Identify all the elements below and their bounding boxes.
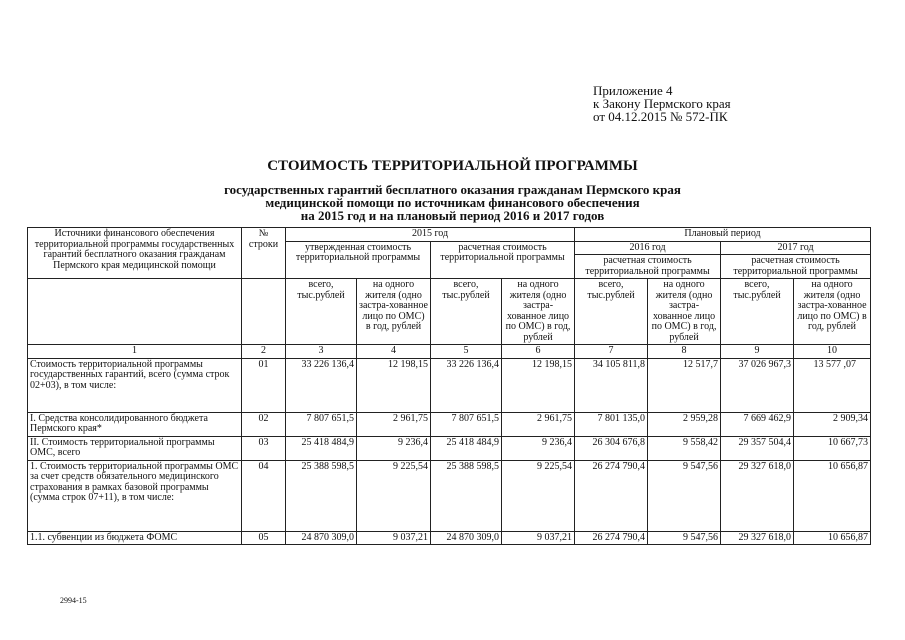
cell-value: 9 558,42 [648, 436, 721, 460]
header-year-2015: 2015 год [286, 228, 575, 242]
appendix-note [593, 84, 833, 123]
cell-value: 2 961,75 [502, 412, 575, 436]
cell-value: 26 274 790,4 [575, 460, 648, 531]
cell-value: 34 105 811,8 [575, 358, 648, 412]
col-number-2: 2 [242, 345, 286, 359]
cell-value: 24 870 309,0 [431, 531, 502, 545]
cell-value: 10 656,87 [794, 531, 871, 545]
cell-value: 9 037,21 [357, 531, 431, 545]
cell-value: 33 226 136,4 [431, 358, 502, 412]
cell-value: 29 327 618,0 [721, 460, 794, 531]
cost-table [27, 227, 871, 545]
cell-value: 24 870 309,0 [286, 531, 357, 545]
subtitle-line-3: на 2015 год и на плановый период 2016 и 2017 годов [300, 208, 605, 223]
table-row [28, 531, 871, 545]
row-number: 03 [242, 436, 286, 460]
table-row [28, 412, 871, 436]
cell-value: 29 327 618,0 [721, 531, 794, 545]
row-label: Стоимость территориальной программы государственных гарантий, всего (сумма строк 02+03), в том числе: [28, 358, 242, 412]
cell-value: 29 357 504,4 [721, 436, 794, 460]
header-total-3: всего, тыс.рублей [575, 279, 648, 345]
cell-value: 9 547,56 [648, 460, 721, 531]
row-label: 1. Стоимость территориальной программы ОМС за счет средств обязательного медицинского страхования в рамках базовой программы (сумма строк 07+11), в том числе: [28, 460, 242, 531]
col-number-4: 4 [357, 345, 431, 359]
cell-value: 9 236,4 [357, 436, 431, 460]
cell-value: 25 388 598,5 [286, 460, 357, 531]
cell-value: 7 669 462,9 [721, 412, 794, 436]
cell-value: 26 304 676,8 [575, 436, 648, 460]
cell-value: 12 517,7 [648, 358, 721, 412]
col-number-1: 1 [28, 345, 242, 359]
row-number: 01 [242, 358, 286, 412]
row-number: 05 [242, 531, 286, 545]
header-per-capita-1: на одного жителя (одно застра-хованное лицо по ОМС) в год, рублей [357, 279, 431, 345]
document-code: 2994-15 [60, 596, 87, 605]
row-label: 1.1. субвенции из бюджета ФОМС [28, 531, 242, 545]
col-number-6: 6 [502, 345, 575, 359]
header-empty-number [242, 279, 286, 345]
document-title: СТОИМОСТЬ ТЕРРИТОРИАЛЬНОЙ ПРОГРАММЫ [267, 158, 638, 174]
col-number-3: 3 [286, 345, 357, 359]
subtitle-line-2: медицинской помощи по источникам финансового обеспечения [265, 195, 640, 210]
header-per-capita-4: на одного жителя (одно застра-хованное лицо по ОМС) в год, рублей [794, 279, 871, 345]
appendix-line-3: от 04.12.2015 № 572-ПК [593, 109, 728, 124]
col-number-8: 8 [648, 345, 721, 359]
row-label: II. Стоимость территориальной программы ОМС, всего [28, 436, 242, 460]
cell-value: 9 225,54 [502, 460, 575, 531]
header-per-capita-2: на одного жителя (одно застра-хованное лицо по ОМС) в год, рублей [502, 279, 575, 345]
col-number-9: 9 [721, 345, 794, 359]
cell-value: 13 577 ,07 [794, 358, 871, 412]
header-line-number: № строки [242, 228, 286, 279]
col-number-5: 5 [431, 345, 502, 359]
appendix-line-1: Приложение 4 [593, 83, 673, 98]
subtitle-line-1: государственных гарантий бесплатного оказания гражданам Пермского края [224, 182, 681, 197]
cell-value: 2 909,34 [794, 412, 871, 436]
col-number-7: 7 [575, 345, 648, 359]
header-total-2: всего, тыс.рублей [431, 279, 502, 345]
header-calc-cost-2015: расчетная стоимость территориальной программы [431, 241, 575, 279]
cell-value: 25 418 484,9 [286, 436, 357, 460]
cell-value: 10 667,73 [794, 436, 871, 460]
table-row [28, 460, 871, 531]
header-sources: Источники финансового обеспечения территориальной программы государственных гарантий бесплатного оказания гражданам Пермского края медицинской помощи [28, 228, 242, 279]
cell-value: 9 225,54 [357, 460, 431, 531]
cell-value: 7 801 135,0 [575, 412, 648, 436]
header-empty-sources [28, 279, 242, 345]
col-number-10: 10 [794, 345, 871, 359]
cell-value: 25 388 598,5 [431, 460, 502, 531]
header-calc-cost-2017: расчетная стоимость территориальной программы [721, 255, 871, 279]
cell-value: 33 226 136,4 [286, 358, 357, 412]
header-planned-period: Плановый период [575, 228, 871, 242]
document-subtitle [0, 183, 905, 222]
appendix-line-2: к Закону Пермского края [593, 96, 731, 111]
cell-value: 12 198,15 [357, 358, 431, 412]
cell-value: 12 198,15 [502, 358, 575, 412]
cell-value: 10 656,87 [794, 460, 871, 531]
cell-value: 9 547,56 [648, 531, 721, 545]
header-total-1: всего, тыс.рублей [286, 279, 357, 345]
row-number: 04 [242, 460, 286, 531]
cell-value: 2 959,28 [648, 412, 721, 436]
cell-value: 37 026 967,3 [721, 358, 794, 412]
row-number: 02 [242, 412, 286, 436]
header-calc-cost-2016: расчетная стоимость территориальной программы [575, 255, 721, 279]
table-row [28, 436, 871, 460]
cell-value: 26 274 790,4 [575, 531, 648, 545]
header-total-4: всего, тыс.рублей [721, 279, 794, 345]
cell-value: 25 418 484,9 [431, 436, 502, 460]
header-year-2016: 2016 год [575, 241, 721, 255]
cell-value: 7 807 651,5 [286, 412, 357, 436]
header-approved-cost-2015: утвержденная стоимость территориальной программы [286, 241, 431, 279]
cell-value: 7 807 651,5 [431, 412, 502, 436]
cell-value: 9 236,4 [502, 436, 575, 460]
table-row [28, 358, 871, 412]
cell-value: 2 961,75 [357, 412, 431, 436]
header-per-capita-3: на одного жителя (одно застра-хованное лицо по ОМС) в год, рублей [648, 279, 721, 345]
header-year-2017: 2017 год [721, 241, 871, 255]
row-label: I. Средства консолидированного бюджета Пермского края* [28, 412, 242, 436]
cell-value: 9 037,21 [502, 531, 575, 545]
